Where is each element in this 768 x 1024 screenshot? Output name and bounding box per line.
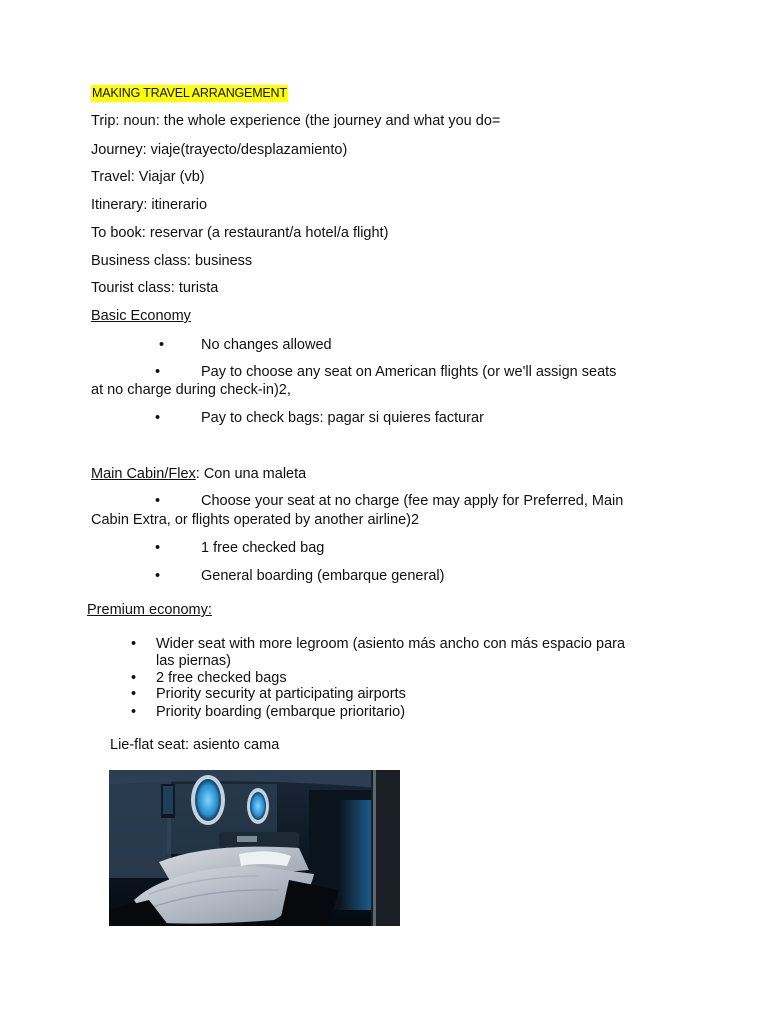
main-cabin-item-seat: Choose your seat at no charge (fee may apply for Preferred, Main <box>201 493 624 509</box>
premium-economy-item-seat: Wider seat with more legroom (asiento más ancho con más espacio para <box>156 636 626 652</box>
bullet: • <box>131 704 137 720</box>
document-title: MAKING TRAVEL ARRANGEMENT <box>92 86 287 100</box>
main-cabin-item-bag: 1 free checked bag <box>201 540 325 556</box>
bullet: • <box>155 568 161 584</box>
basic-economy-heading: Basic Economy <box>91 308 191 324</box>
bullet: • <box>131 686 137 702</box>
definition-tourist-class: Tourist class: turista <box>91 280 219 296</box>
definition-business-class: Business class: business <box>91 253 253 269</box>
main-cabin-item-boarding: General boarding (embarque general) <box>201 568 445 584</box>
definition-itinerary: Itinerary: itinerario <box>91 197 208 213</box>
main-cabin-heading-line <box>91 466 306 482</box>
main-cabin-item-seat-continued: Cabin Extra, or flights operated by another airline)2 <box>91 512 420 528</box>
premium-economy-item-boarding: Priority boarding (embarque prioritario) <box>156 704 406 720</box>
basic-economy-item-no-changes: No changes allowed <box>201 337 332 353</box>
bullet: • <box>155 540 161 556</box>
basic-economy-item-bags: Pay to check bags: pagar si quieres facturar <box>201 410 484 426</box>
lie-flat-seat-photo <box>109 770 400 926</box>
bullet: • <box>155 493 161 509</box>
bullet: • <box>131 670 137 686</box>
definition-journey: Journey: viaje(trayecto/desplazamiento) <box>91 142 348 158</box>
premium-economy-item-bags: 2 free checked bags <box>156 670 287 686</box>
main-cabin-heading-suffix: : Con una maleta <box>195 466 307 482</box>
bullet: • <box>155 364 161 380</box>
main-cabin-heading: Main Cabin/Flex <box>91 466 196 482</box>
lie-flat-definition: Lie-flat seat: asiento cama <box>110 737 280 753</box>
basic-economy-item-seat-continued: at no charge during check-in)2, <box>91 382 291 398</box>
definition-trip: Trip: noun: the whole experience (the journey and what you do= <box>91 113 501 129</box>
premium-economy-heading: Premium economy: <box>87 602 212 618</box>
premium-economy-item-seat-continued: las piernas) <box>156 653 231 669</box>
bullet: • <box>131 636 137 652</box>
premium-economy-item-security: Priority security at participating airports <box>156 686 406 702</box>
bullet: • <box>159 337 165 353</box>
definition-travel: Travel: Viajar (vb) <box>91 169 205 185</box>
definition-to-book: To book: reservar (a restaurant/a hotel/a flight) <box>91 225 389 241</box>
basic-economy-item-seat: Pay to choose any seat on American flights (or we'll assign seats <box>201 364 617 380</box>
bullet: • <box>155 410 161 426</box>
